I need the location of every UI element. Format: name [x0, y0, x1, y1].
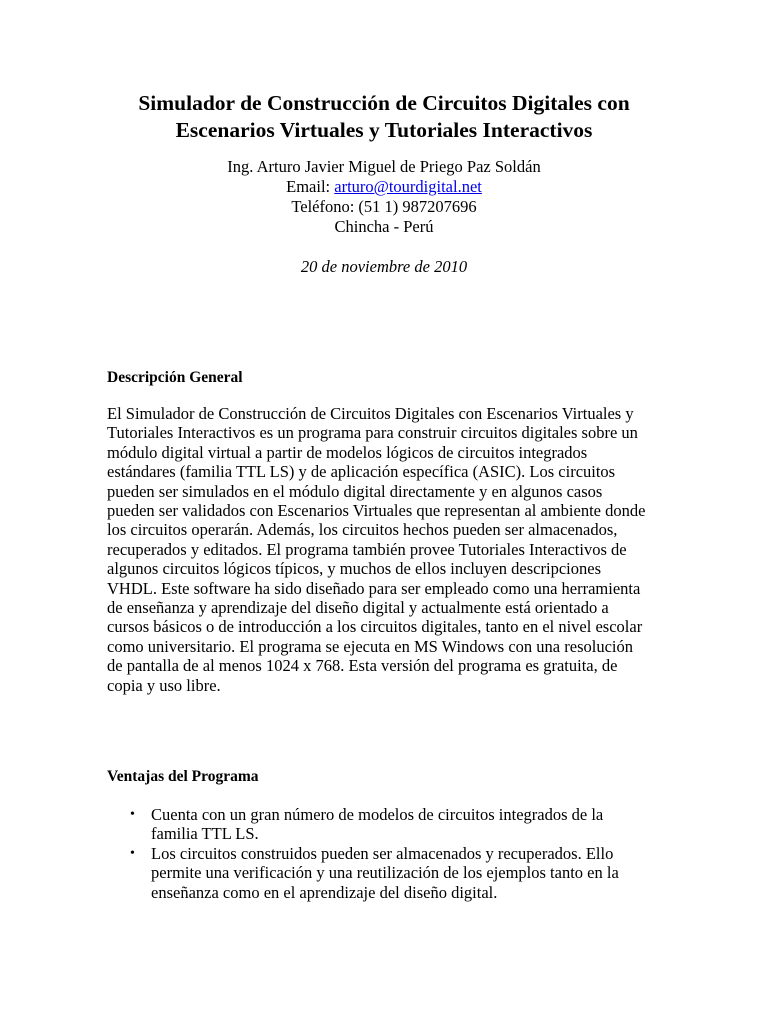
list-item-line: enseñanza como en el aprendizaje del diseño digital. — [151, 882, 498, 902]
email-label: Email: — [286, 177, 335, 196]
paragraph-line: VHDL. Este software ha sido diseñado para ser empleado como una herramienta — [107, 578, 641, 598]
document-title — [60, 90, 708, 144]
list-item-line: familia TTL LS. — [151, 824, 259, 844]
title-line-1: Simulador de Construcción de Circuitos Digitales con — [138, 91, 630, 115]
paragraph-line: recuperados y editados. El programa también provee Tutoriales Interactivos de — [107, 539, 627, 559]
list-item-line: Cuenta con un gran número de modelos de circuitos integrados de la — [151, 805, 604, 824]
paragraph-line: como universitario. El programa se ejecuta en MS Windows con una resolución — [107, 636, 633, 656]
advantages-list — [107, 805, 667, 902]
description-paragraph — [107, 404, 667, 695]
paragraph-line: de pantalla de al menos 1024 x 768. Esta versión del programa es gratuita, de — [107, 656, 618, 676]
section-heading-advantages: Ventajas del Programa — [107, 768, 259, 785]
location-line: Chincha - Perú — [334, 217, 434, 236]
list-item — [107, 844, 667, 902]
paragraph-line: algunos circuitos lógicos típicos, y muchos de ellos incluyen descripciones — [107, 559, 601, 579]
paragraph-line: cursos básicos o de introducción a los circuitos digitales, tanto en el nivel escolar — [107, 617, 643, 637]
bullet-icon: • — [130, 807, 135, 822]
paragraph-line: de enseñanza y aprendizaje del diseño digital y actualmente está orientado a — [107, 598, 609, 618]
list-item-line: Los circuitos construidos pueden ser almacenados y recuperados. Ello — [151, 843, 614, 863]
author-info — [60, 157, 708, 237]
paragraph-line: pueden ser validados con Escenarios Virtuales que representan al ambiente donde — [107, 501, 646, 521]
section-heading-description: Descripción General — [107, 369, 243, 386]
phone-line: Teléfono: (51 1) 987207696 — [291, 197, 477, 216]
paragraph-line: pueden ser simulados en el módulo digital directamente y en algunos casos — [107, 481, 603, 501]
paragraph-line: El Simulador de Construcción de Circuitos Digitales con Escenarios Virtuales y — [107, 404, 634, 423]
paragraph-line: Tutoriales Interactivos es un programa para construir circuitos digitales sobre un — [107, 423, 638, 443]
author-name: Ing. Arturo Javier Miguel de Priego Paz Soldán — [227, 157, 541, 176]
title-line-2: Escenarios Virtuales y Tutoriales Interactivos — [175, 118, 593, 142]
list-item — [107, 805, 667, 844]
bullet-icon: • — [130, 845, 135, 861]
paragraph-line: estándares (familia TTL LS) y de aplicación específica (ASIC). Los circuitos — [107, 462, 616, 482]
paragraph-line: los circuitos operarán. Además, los circuitos hechos pueden ser almacenados, — [107, 520, 618, 540]
paragraph-line: copia y uso libre. — [107, 675, 221, 695]
email-line — [60, 177, 708, 197]
email-link[interactable]: arturo@tourdigital.net — [334, 177, 482, 196]
paragraph-line: módulo digital virtual a partir de modelos lógicos de circuitos integrados — [107, 442, 588, 462]
list-item-line: permite una verificación y una reutilización de los ejemplos tanto en la — [151, 863, 619, 883]
document-date: 20 de noviembre de 2010 — [300, 257, 468, 276]
